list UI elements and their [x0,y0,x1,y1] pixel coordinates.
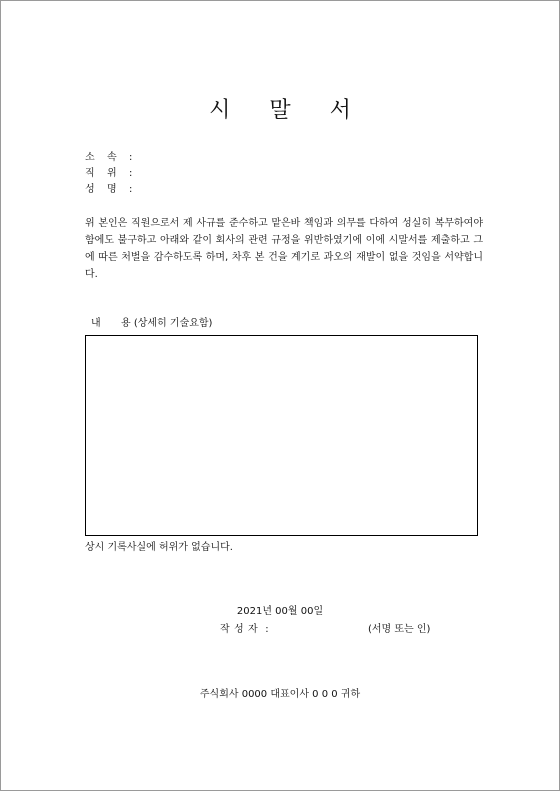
title-char: 서 [329,98,351,123]
field-name [85,184,132,196]
field-colon: : [129,168,133,179]
statement-paragraph: 위 본인은 직원으로서 제 사규를 준수하고 맡은바 책임과 의무를 다하여 성실히 복무하여야 함에도 불구하고 아래와 같이 회사의 관련 규정을 위반하였기에 이에 시말서를 제출하고 그에 따른 처벌을 감수하도록 하며, 차후 본 건을 계기로 과오의 재발이 없을 것임을 서약합니다. [85,218,483,280]
date-line: 2021년 00월 00일 [236,606,324,617]
title-char: 시 [209,98,231,123]
field-position [85,168,132,180]
field-affiliation [85,152,132,164]
field-label: 성 명 [85,184,117,195]
signature-note: (서명 또는 인) [368,624,431,635]
content-label: 내 용 (상세히 기술요함) [91,318,213,329]
confirmation-text: 상시 기록사실에 허위가 없습니다. [85,542,233,553]
field-colon: : [129,152,133,163]
field-label: 직 위 [85,168,117,179]
content-box[interactable] [85,335,478,536]
addressee-line: 주식회사 0000 대표이사 0 0 0 귀하 [199,689,361,700]
field-label: 소 속 [85,152,117,163]
writer-colon: : [265,624,269,635]
writer-label: 작 성 자 : [220,620,279,635]
content-note: (상세히 기술요함) [133,318,213,329]
title-char: 말 [269,98,291,123]
field-colon: : [129,184,133,195]
document-title [1,93,559,124]
